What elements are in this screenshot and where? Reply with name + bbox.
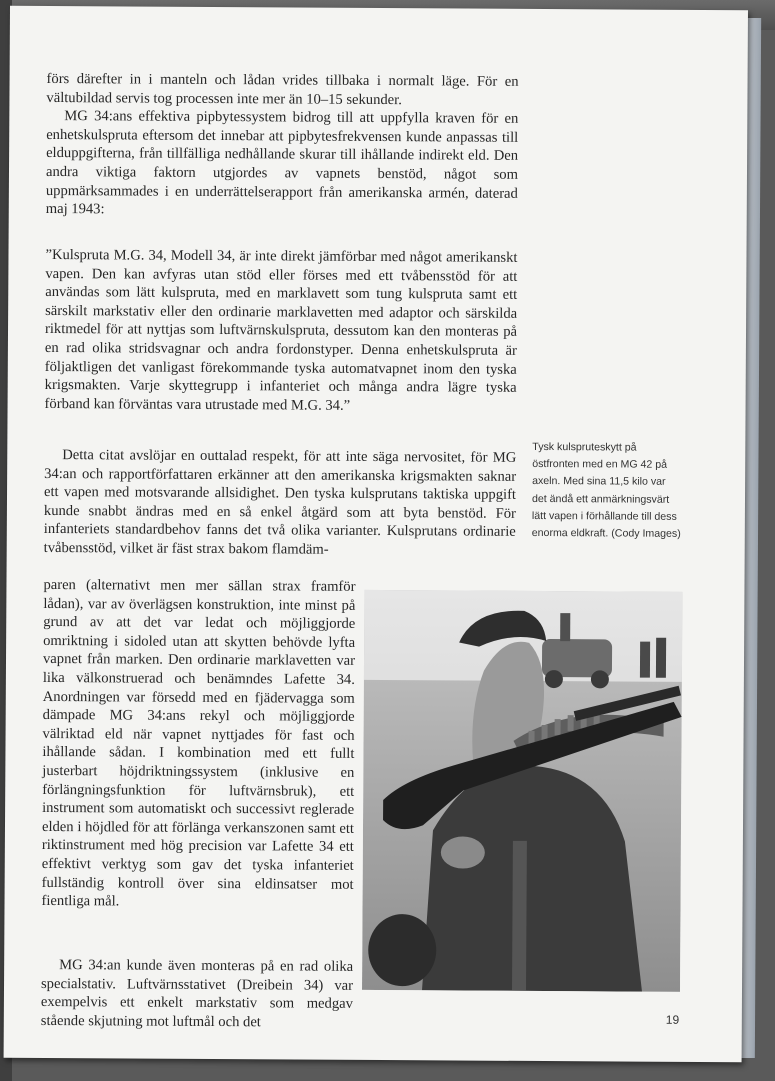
paragraph: förs därefter in i manteln och lådan vrides tillbaka i normalt läge. För en vältubildad servis tog processen inte mer än 10–15 sekunder. bbox=[46, 70, 519, 108]
paragraph: paren (alternativt men mer sällan strax framför lådan), var av överlägsen konstruktion, inte minst på grund av att det var ledat och möjliggjorde omriktning i sidoled utan att skytten behövde lyfta vapnet från marken. Den ordinarie marklavetten var lika välkonstruerad och benämndes Lafette 34. Anordningen var försedd med en fjädervagga som dämpade MG 34:ans rekyl och möjliggjorde välriktad eld när vapnet nyttjades för fast och ihållande sådan. I kombination med ett fullt justerbart höjdriktningssystem (inklusive en förlängningsfunktion för luftvärnsbruk), ett instrument som automatiskt och successivt reglerade elden i höjdled för att förlänga verkanszonen samt ett riktinstrument med hög precision var Lafette 34 ett effektivt verktyg som gav det tyska infanteriet fullständig kontroll över sina eldinsatser mot fientliga mål. bbox=[41, 576, 356, 910]
body-text-top bbox=[46, 70, 519, 222]
photo-illustration bbox=[362, 590, 682, 992]
soldier-photo bbox=[362, 590, 682, 992]
photo-caption: Tysk kulspruteskytt på östfronten med en MG 42 på axeln. Med sina 11,5 kilo var det ändå ett anmärkningsvärt lätt vapen i förhållande till dess enorma eldkraft. (Cody Images) bbox=[531, 440, 681, 540]
quote-text: ”Kulspruta M.G. 34, Modell 34, är inte direkt jämförbar med något amerikanskt vapen. Den kan avfyras utan stöd eller förses med ett tvåbensstöd för att användas som lätt kulspruta, med en marklavett som tung kulspruta samt ett särskilt markstativ eller den ordinarie marklavetten med adaptor och särskilda riktmedel för att nyttjas som luftvärnskulspruta, dessutom kan den monteras på en rad olika stridsvagnar och andra fordonstyper. Denna enhetskulspruta är följaktligen det vanligast förekommande tyska automatvapnet inom den tyska krigsmakten. Varje skyttegrupp i infanteriet och många andra lägre tyska förband kan förväntas vara utrustade med M.G. 34.” bbox=[44, 246, 518, 414]
page-number: 19 bbox=[665, 1012, 680, 1027]
book-page bbox=[4, 6, 748, 1062]
paragraph: Detta citat avslöjar en outtalad respekt, för att inte säga nervositet, för MG 34:an och rapportförfattaren erkänner att den amerikanska krigsmakten saknar ett vapen med motsvarande allsidighet. Den tyska kulsprutans taktiska uppgift kunde snabbt ändras med en så enkel åtgärd som att byta benstöd. För infanteriets standardbehov fanns det två olika varianter. Kulsprutans ordinarie tvåbensstöd, vilket är fäst strax bakom flamdäm- bbox=[43, 447, 517, 558]
paragraph: MG 34:an kunde även monteras på en rad olika specialstativ. Luftvärnsstativet (Dreibein 34) var exempelvis ett enkelt markstativ som medgav stående skjutning mot luftmål och det bbox=[40, 957, 354, 1031]
body-text-middle bbox=[44, 446, 517, 560]
block-quote bbox=[45, 246, 518, 416]
body-text-bottom bbox=[41, 956, 353, 1032]
paragraph: MG 34:ans effektiva pipbytessystem bidrog till att uppfylla kraven för en enhetskulspruta eftersom det innebar att pipbytesfrekvensen kunde anpassas till elduppgifterna, från tillfälliga nedhållande skurar till ihållande indirekt eld. Den andra viktiga faktorn utgjordes av vapnets benstöd, något som uppmärksammades i en underrättelserapport från amerikanska armén, daterad maj 1943: bbox=[45, 108, 519, 218]
body-text-column bbox=[41, 576, 355, 913]
